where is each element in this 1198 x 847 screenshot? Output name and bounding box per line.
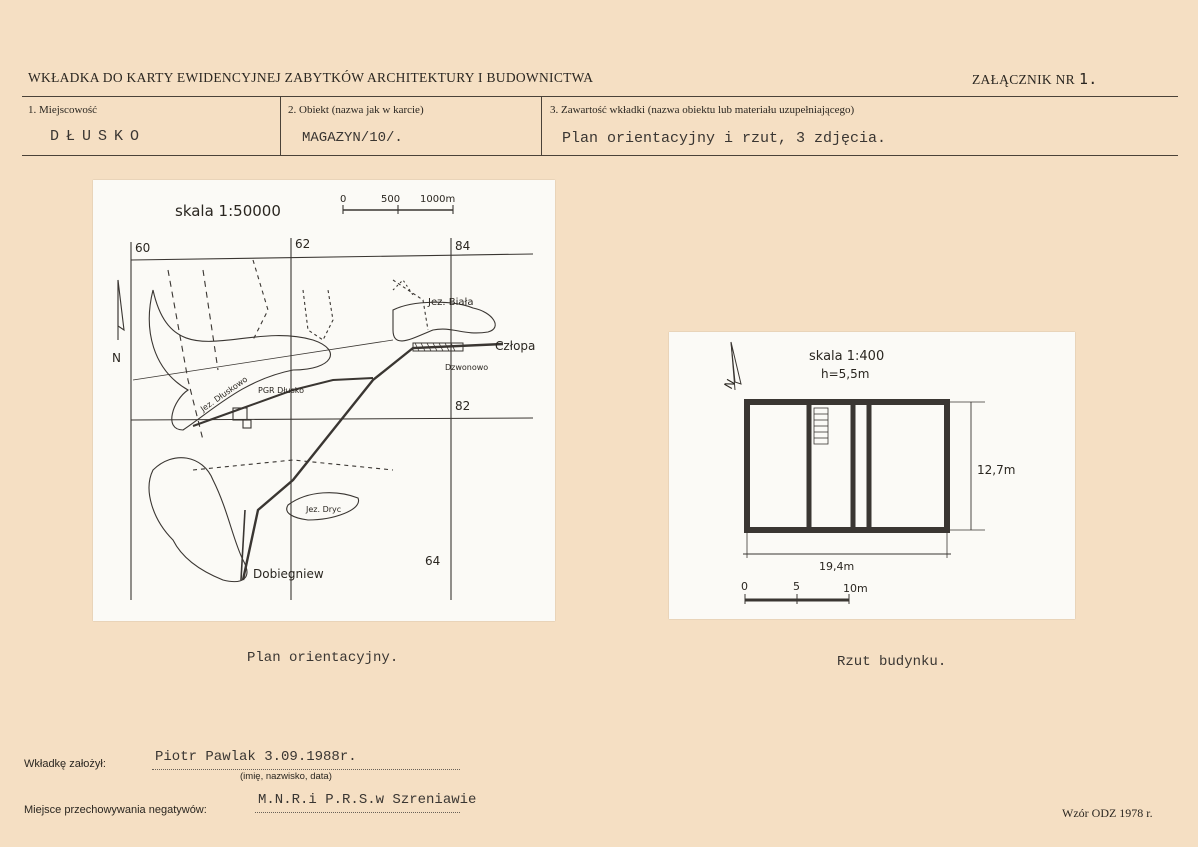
label-jez-dryc: Jez. Dryc <box>306 505 342 514</box>
locality-label: 1. Miejscowość <box>28 104 98 116</box>
plan-scale-tick-10: 10m <box>843 582 868 595</box>
map-scale-tick-500: 500 <box>381 194 401 205</box>
annex-number: 1. <box>1078 70 1098 88</box>
grid-label-62: 62 <box>295 237 311 251</box>
orientation-map <box>93 180 555 621</box>
grid-line-84 <box>131 254 533 260</box>
header-rule-bottom <box>22 155 1178 156</box>
created-label: Wkładkę założył: <box>24 758 106 770</box>
map-scale-tick-1000: 1000m <box>420 194 456 205</box>
plan-caption: Rzut budynku. <box>837 654 947 670</box>
label-dzwonowo: Dzwonowo <box>445 363 489 372</box>
locality-value: DŁUSKO <box>50 128 147 145</box>
orientation-map-photo <box>93 180 555 621</box>
contents-label: 3. Zawartość wkładki (nazwa obiektu lub materiału uzupełniającego) <box>550 104 855 116</box>
plan-depth: 12,7m <box>977 463 1016 477</box>
field-divider-1 <box>280 96 281 155</box>
label-czlopa: Człopa <box>495 339 536 353</box>
grid-label-84: 84 <box>455 239 471 253</box>
form-title: WKŁADKA DO KARTY EWIDENCYJNEJ ZABYTKÓW ARCHITEKTURY I BUDOWNICTWA <box>28 70 594 85</box>
floor-plan-photo <box>669 332 1075 619</box>
field-divider-2 <box>541 96 542 155</box>
grid-line-82 <box>131 418 533 420</box>
header-rule-top <box>22 96 1178 97</box>
map-scale: skala 1:50000 <box>175 202 281 220</box>
grid-label-60: 60 <box>135 241 151 255</box>
label-dobiegniew: Dobiegniew <box>253 567 324 581</box>
created-hint: (imię, nazwisko, data) <box>240 771 332 782</box>
grid-label-82: 82 <box>455 399 471 413</box>
created-value: Piotr Pawlak 3.09.1988r. <box>155 749 357 765</box>
label-jez-biala: Jez. Biała <box>428 297 474 308</box>
map-scale-tick-0: 0 <box>340 194 347 205</box>
map-north: N <box>112 351 121 365</box>
plan-scale: skala 1:400 <box>809 349 885 364</box>
label-jez-dluskowo: Jez. Dłuskowo <box>198 374 250 414</box>
floor-plan <box>669 332 1075 619</box>
form-id: Wzór ODZ 1978 r. <box>1062 806 1153 820</box>
annex-heading <box>972 70 1098 88</box>
plan-north: N <box>721 376 739 392</box>
object-label: 2. Obiekt (nazwa jak w karcie) <box>288 104 424 116</box>
plan-scale-tick-5: 5 <box>793 580 800 593</box>
label-pgr-dlusko: PGR Dłusko <box>258 386 305 395</box>
grid-label-64: 64 <box>425 554 441 568</box>
annex-label: ZAŁĄCZNIK NR <box>972 72 1075 87</box>
plan-height: h=5,5m <box>821 367 870 381</box>
plan-scale-tick-0: 0 <box>741 580 748 593</box>
object-value: MAGAZYN/10/. <box>302 130 403 146</box>
contents-value: Plan orientacyjny i rzut, 3 zdjęcia. <box>562 130 887 147</box>
plan-width: 19,4m <box>819 560 855 573</box>
map-caption: Plan orientacyjny. <box>247 650 399 666</box>
storage-label: Miejsce przechowywania negatywów: <box>24 804 207 816</box>
storage-underline <box>255 812 460 813</box>
storage-value: M.N.R.i P.R.S.w Szreniawie <box>258 792 477 808</box>
created-underline <box>152 769 460 770</box>
